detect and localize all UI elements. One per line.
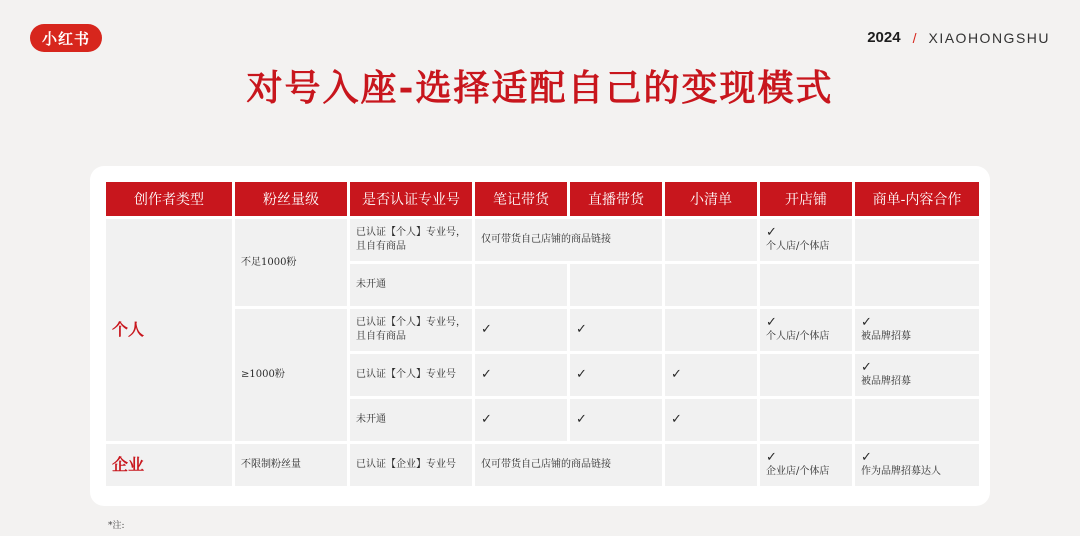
header-open-store: 开店铺 [760, 182, 852, 216]
footnote: *注: [108, 521, 125, 531]
separator: / [912, 29, 917, 46]
brand-deal-label: 被品牌招募 [861, 376, 911, 387]
check-cell [665, 399, 757, 441]
check-icon: ✓ [576, 367, 587, 382]
header-fans: 粉丝量级 [235, 182, 347, 216]
auth-cell: 未开通 [350, 264, 472, 306]
monetization-table [106, 182, 974, 486]
check-icon: ✓ [766, 225, 777, 240]
year-label: 2024 [867, 29, 901, 46]
brand-deal-cell [855, 354, 979, 396]
own-store-goods-cell: 仅可带货自己店铺的商品链接 [475, 219, 662, 261]
check-icon: ✓ [576, 412, 587, 427]
check-cell [570, 354, 662, 396]
own-store-goods-cell: 仅可带货自己店铺的商品链接 [475, 444, 662, 486]
brand-label: XIAOHONGSHU [928, 29, 1050, 46]
header-small-list: 小清单 [665, 182, 757, 216]
header-note-goods: 笔记带货 [475, 182, 567, 216]
check-cell [475, 399, 567, 441]
check-icon: ✓ [766, 315, 777, 330]
auth-cell: 已认证【个人】专业号 [350, 354, 472, 396]
store-cell [760, 219, 852, 261]
check-cell [475, 354, 567, 396]
header-creator-type: 创作者类型 [106, 182, 232, 216]
type-personal: 个人 [106, 219, 232, 441]
fans-high: ≥1000粉 [235, 309, 347, 441]
empty-cell [760, 264, 852, 306]
brand-deal-label: 被品牌招募 [861, 331, 911, 342]
brand-deal-cell [855, 309, 979, 351]
check-cell [570, 399, 662, 441]
store-cell [760, 309, 852, 351]
header-meta [867, 29, 1050, 46]
check-icon: ✓ [481, 322, 492, 337]
empty-cell [665, 444, 757, 486]
check-icon: ✓ [481, 367, 492, 382]
store-cell [760, 444, 852, 486]
store-label: 个人店/个体店 [766, 241, 830, 252]
check-icon: ✓ [861, 450, 872, 465]
header-brand-deal: 商单-内容合作 [855, 182, 979, 216]
page-title: 对号入座-选择适配自己的变现模式 [246, 67, 834, 109]
header-live-goods: 直播带货 [570, 182, 662, 216]
empty-cell [665, 219, 757, 261]
empty-cell [760, 399, 852, 441]
empty-cell [665, 309, 757, 351]
check-icon: ✓ [861, 360, 872, 375]
type-enterprise: 企业 [106, 444, 232, 486]
auth-cell: 已认证【个人】专业号，且自有商品 [350, 309, 472, 351]
empty-cell [855, 399, 979, 441]
brand-deal-label: 作为品牌招募达人 [861, 466, 941, 477]
empty-cell [760, 354, 852, 396]
store-label: 个人店/个体店 [766, 331, 830, 342]
auth-cell: 已认证【个人】专业号，且自有商品 [350, 219, 472, 261]
auth-cell: 已认证【企业】专业号 [350, 444, 472, 486]
check-icon: ✓ [576, 322, 587, 337]
check-icon: ✓ [671, 367, 682, 382]
fans-unlimited: 不限制粉丝量 [235, 444, 347, 486]
check-icon: ✓ [861, 315, 872, 330]
check-icon: ✓ [481, 412, 492, 427]
empty-cell [570, 264, 662, 306]
empty-cell [855, 264, 979, 306]
xiaohongshu-logo: 小红书 [30, 24, 102, 52]
brand-deal-cell [855, 444, 979, 486]
check-cell [475, 309, 567, 351]
check-icon: ✓ [671, 412, 682, 427]
auth-cell: 未开通 [350, 399, 472, 441]
header-certified: 是否认证专业号 [350, 182, 472, 216]
fans-low: 不足1000粉 [235, 219, 347, 306]
check-cell [665, 354, 757, 396]
empty-cell [665, 264, 757, 306]
check-icon: ✓ [766, 450, 777, 465]
empty-cell [855, 219, 979, 261]
store-label: 企业店/个体店 [766, 466, 830, 477]
empty-cell [475, 264, 567, 306]
check-cell [570, 309, 662, 351]
